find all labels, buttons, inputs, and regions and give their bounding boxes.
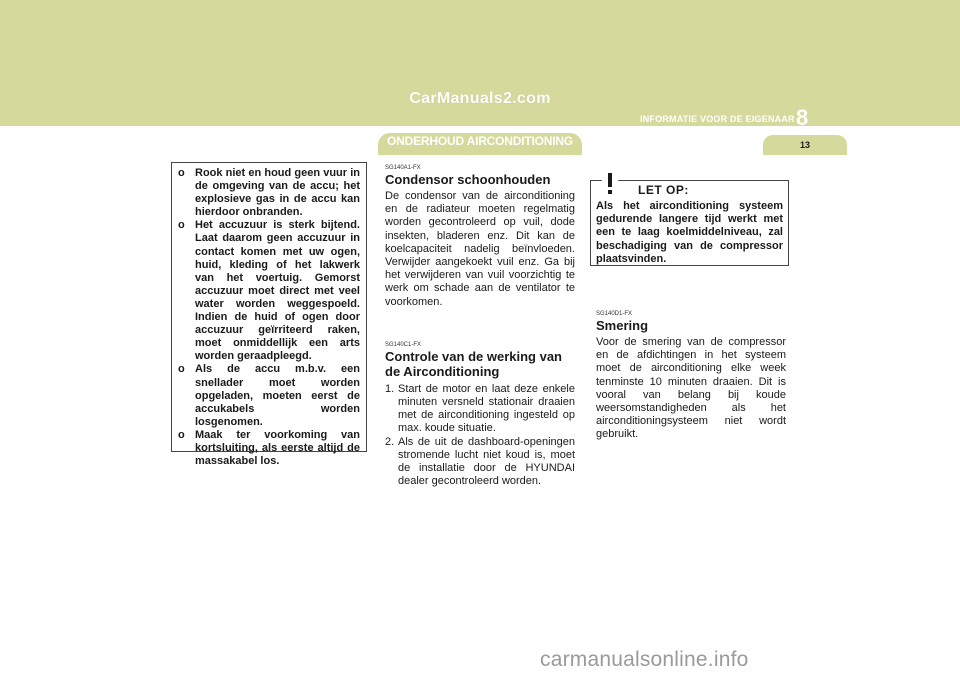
bullet: o — [178, 219, 185, 232]
middle-column — [385, 164, 575, 488]
bullet: o — [178, 167, 185, 179]
watermark-top[interactable]: CarManuals2.com — [409, 90, 551, 107]
page-number: 13 — [799, 140, 810, 150]
list-item — [178, 219, 360, 363]
step-text: Als de uit de dashboard-openingen stromende lucht niet koud is, moet de installatie door de HYUNDAI dealer gecontroleerd worden. — [398, 435, 575, 488]
list-item — [385, 383, 575, 436]
warning-text: Als de accu m.b.v. een snellader moet worden opgeladen, moeten eerst de accukabels worden losgenomen. — [195, 363, 360, 428]
lubrication-heading: Smering — [596, 318, 649, 333]
list-item — [178, 363, 360, 428]
step-number: 1. — [385, 382, 395, 395]
condenser-code: SG140A1-FX — [385, 165, 421, 171]
list-item — [178, 167, 360, 219]
list-item — [385, 436, 575, 489]
caution-text: Als het airconditioning systeem gedurende langere tijd werkt met een te laag koelmiddelniveau, zal beschadiging van de compressor plaatsvinden. — [596, 200, 783, 265]
step-number: 2. — [385, 435, 395, 448]
step-text: Start de motor en laat deze enkele minuten versneld stationair draaien met de airconditioning ingesteld op max. koude situatie. — [398, 382, 575, 435]
right-column — [596, 310, 786, 442]
warning-list — [178, 167, 360, 468]
lubrication-code: SG140D1-FX — [596, 311, 633, 317]
warning-triangle-icon — [592, 167, 628, 197]
lubrication-body: Voor de smering van de compressor en de afdichtingen in het systeem moet de airconditioning elke week tenminste 10 minuten draaien. Dit is vooral van belang bij koude weersomstandigheden als het airconditioningsysteem niet wordt gebruikt. — [596, 336, 786, 441]
section-title: ONDERHOUD AIRCONDITIONING — [387, 134, 573, 148]
battery-warning-box — [171, 162, 367, 468]
warning-text: Maak ter voorkoming van kortsluiting, als eerste altijd de massakabel los. — [195, 428, 360, 468]
operation-check-code: SG140C1-FX — [385, 341, 422, 348]
operation-check-heading: Controle van de werking van de Airconditioning — [385, 348, 562, 379]
watermark-bottom[interactable]: carmanualsonline.info — [540, 648, 749, 671]
operation-steps — [385, 383, 575, 489]
bullet: o — [178, 428, 185, 441]
condenser-body: De condensor van de airconditioning en de radiateur moeten regelmatig worden gecontroleerd op vuil, dode insekten, bladeren enz. Dit kan de koelcapaciteit nadelig beïnvloeden. Verwijder aangekoekt vuil enz. Ga bij het verwijderen van vuil voorzichtig te werk om schade aan de ventilator te voorkomen. — [385, 190, 575, 308]
warning-text: Rook niet en houd geen vuur in de omgeving van de accu; het explosieve gas in de accu kan hierdoor onbranden. — [195, 167, 360, 219]
bullet: o — [178, 363, 185, 376]
list-item — [178, 429, 360, 468]
chapter-label: INFORMATIE VOOR DE EIGENAAR — [640, 114, 795, 124]
warning-text: Het accuzuur is sterk bijtend. Laat daarom geen accuzuur in contact komen met uw ogen, huid, kleding of het lakwerk van het voertuig. Gemorst accuzuur moet direct met veel water worden weggespoeld. Indien de huid of ogen door accuzuur geïrriteerd raken, moet onmiddellijk een arts worden geraadpleegd. — [195, 219, 360, 363]
chapter-number: 8 — [796, 105, 809, 130]
condenser-heading: Condensor schoonhouden — [385, 172, 551, 187]
caution-title: LET OP: — [638, 183, 689, 197]
